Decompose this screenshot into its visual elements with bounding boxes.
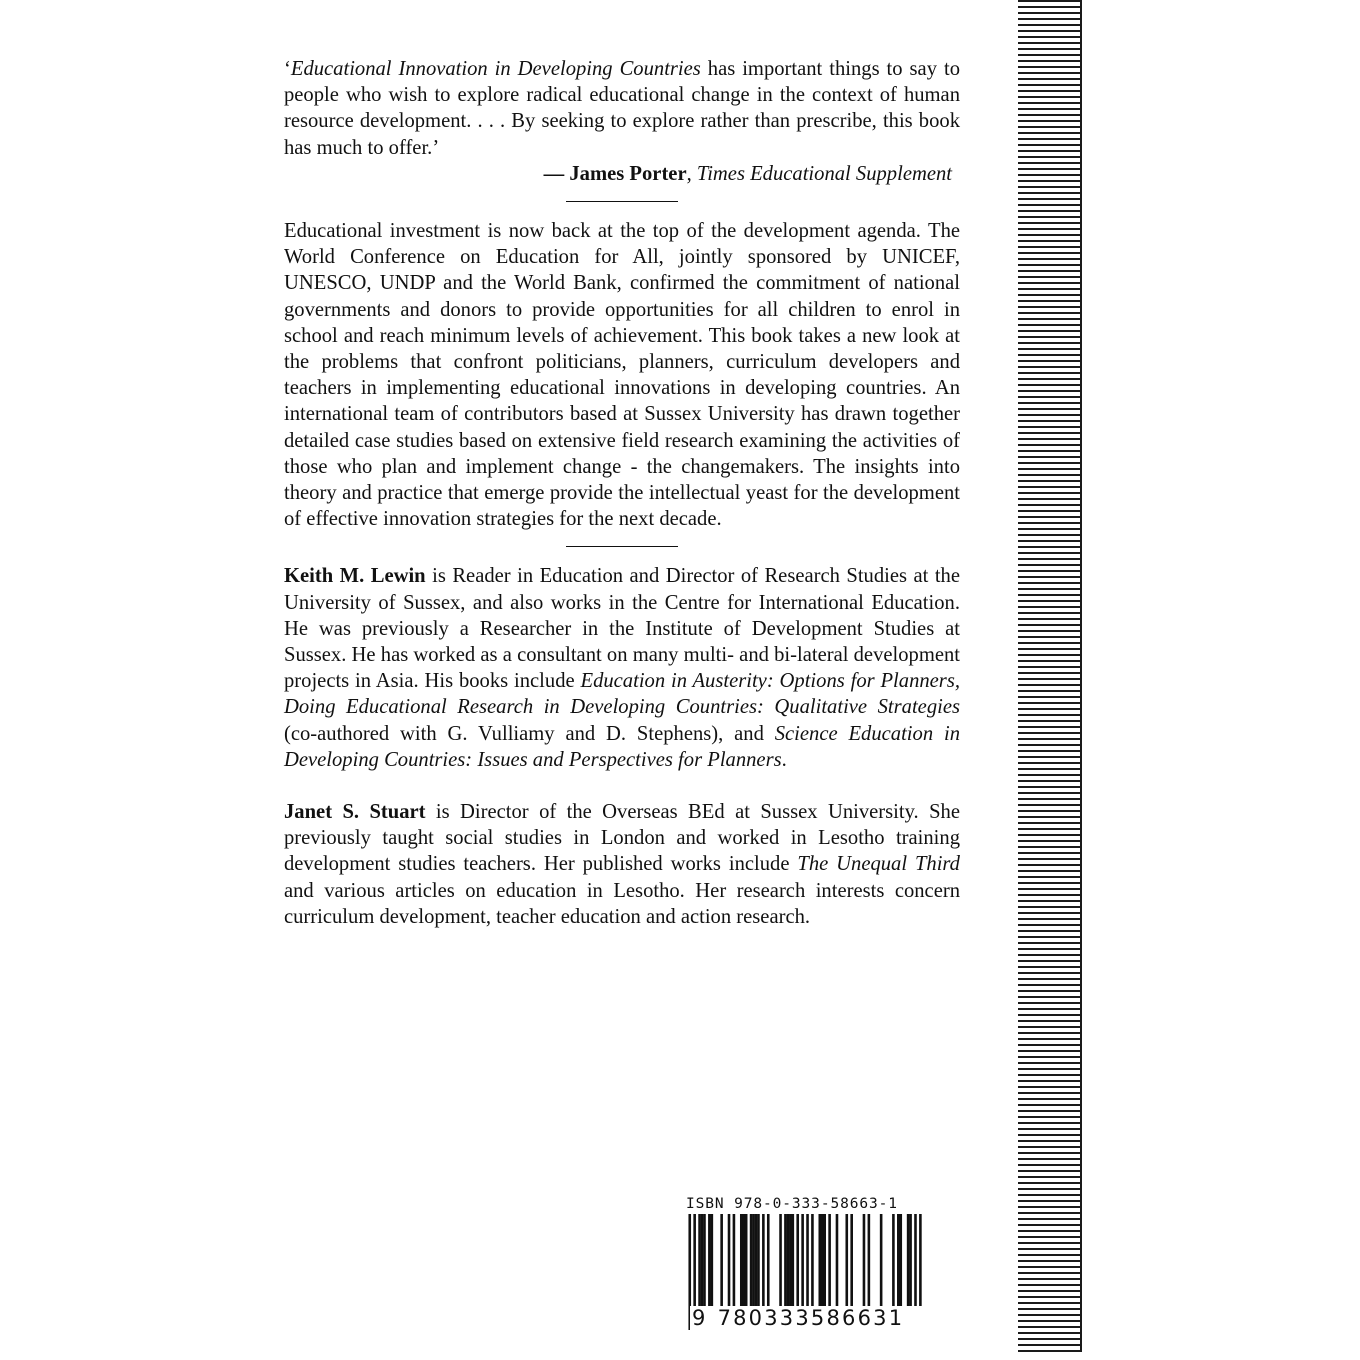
- reviewer-name: James Porter: [569, 162, 687, 185]
- divider-rule: [566, 201, 678, 202]
- author-bio-lewin: [284, 563, 960, 773]
- barcode-first-digit: 9: [692, 1306, 708, 1330]
- bio-text: and various articles on education in Lesotho. Her research interests concern curriculum development, teacher education and action research.: [284, 879, 960, 928]
- bio-text: .: [781, 748, 787, 771]
- barcode-bar: [880, 1214, 883, 1306]
- quoted-book-title: Educational Innovation in Developing Countries: [290, 58, 701, 80]
- review-quote-text: has important things to say to people who wish to explore radical educational change in the context of human resource development. . . . By seeking to explore rather than prescribe, this book has much to offer.’: [284, 58, 960, 159]
- attribution-dash: —: [543, 162, 570, 185]
- barcode-bar: [728, 1214, 731, 1306]
- barcode-bar: [742, 1214, 745, 1306]
- barcode-bar: [892, 1214, 895, 1306]
- barcode-bar: [779, 1214, 782, 1306]
- barcode-bar: [907, 1214, 910, 1306]
- barcode-bar: [750, 1214, 753, 1306]
- barcode-bar: [789, 1214, 792, 1306]
- author-name-lewin: Keith M. Lewin: [284, 565, 426, 588]
- barcode-bar: [787, 1214, 790, 1306]
- review-attribution: [284, 161, 960, 187]
- author-name-stuart: Janet S. Stuart: [284, 801, 426, 824]
- margin-edge-line: [1080, 0, 1082, 1352]
- barcode-bar: [755, 1214, 758, 1306]
- barcode-bar: [823, 1214, 826, 1306]
- barcode-bar: [720, 1214, 723, 1306]
- barcode-bar: [701, 1214, 704, 1306]
- review-quote: [284, 56, 960, 161]
- barcode-bar: [845, 1214, 848, 1306]
- barcode-bar: [811, 1214, 814, 1306]
- barcode-bar: [757, 1214, 760, 1306]
- striped-margin-edge: [1018, 0, 1082, 1352]
- bio-text: is Reader in Education and Director of Research Studies at the University of Sussex, and also works in the Centre for International Education. He was previously a Researcher in the Institute of Development Studies at Sussex. He has worked as a consultant on many multi- and bi-lateral development projects in Asia. His books include: [284, 565, 960, 693]
- divider-rule: [566, 546, 678, 547]
- barcode-bar: [828, 1214, 831, 1306]
- barcode-bar: [850, 1214, 853, 1306]
- barcode-bar: [897, 1214, 900, 1306]
- book-titles: Education in Austerity: Options for Planners, Doing Educational Research in Developing Countries: Qualitative Strategies: [284, 670, 960, 719]
- book-title: The Unequal Third: [797, 853, 960, 876]
- barcode-bar: [711, 1214, 714, 1306]
- barcode-bar: [752, 1214, 755, 1306]
- barcode-bar: [698, 1214, 701, 1306]
- barcode-bar: [740, 1214, 743, 1306]
- barcode-bar: [868, 1214, 871, 1306]
- bio-text: is Director of the Overseas BEd at Sussex University. She previously taught social studies in London and worked in Lesotho training development studies teachers. Her published works include: [284, 801, 960, 876]
- bio-text: (co-authored with G. Vulliamy and D. Stephens), and: [284, 722, 775, 745]
- attribution-comma: ,: [686, 162, 697, 185]
- barcode-bar: [762, 1214, 765, 1306]
- author-bio-stuart: [284, 799, 960, 930]
- barcode-bar: [745, 1214, 748, 1306]
- barcode-bar: [796, 1214, 799, 1306]
- barcode-bar: [767, 1214, 770, 1306]
- barcode-bar: [909, 1214, 912, 1306]
- barcode-bar: [818, 1214, 821, 1306]
- book-title: Science Education in Developing Countries: Issues and Perspectives for Planners: [284, 722, 960, 771]
- barcode-bar: [863, 1214, 866, 1306]
- barcode-bar: [792, 1214, 795, 1306]
- text-column: [284, 56, 960, 930]
- barcode-digits: [690, 1306, 924, 1330]
- paragraph-gap: [284, 773, 960, 799]
- open-quote: ‘: [284, 58, 291, 80]
- barcode-bar: [784, 1214, 787, 1306]
- barcode-bar: [733, 1214, 736, 1306]
- barcode-digit-string: 780333586631: [717, 1306, 905, 1330]
- publication-name: Times Educational Supplement: [696, 162, 952, 185]
- barcode-bar: [836, 1214, 839, 1306]
- book-description: Educational investment is now back at the top of the development agenda. The World Conference on Education for All, jointly sponsored by UNICEF, UNESCO, UNDP and the World Bank, confirmed the commitment of national governments and donors to provide opportunities for all children to enrol in school and reach minimum levels of achievement. This book takes a new look at the problems that confront politicians, planners, curriculum developers and teachers in implementing educational innovations in developing countries. An international team of contributors based at Sussex University has drawn together detailed case studies based on extensive field research examining the activities of those who plan and implement change - the changemakers. The insights into theory and practice that emerge provide the intellectual yeast for the development of effective innovation strategies for the next decade.: [284, 220, 960, 531]
- isbn-label: ISBN 978-0-333-58663-1: [686, 1196, 898, 1212]
- barcode-bar: [708, 1214, 711, 1306]
- barcode-bar: [703, 1214, 706, 1306]
- barcode-bar: [821, 1214, 824, 1306]
- barcode-bar: [899, 1214, 902, 1306]
